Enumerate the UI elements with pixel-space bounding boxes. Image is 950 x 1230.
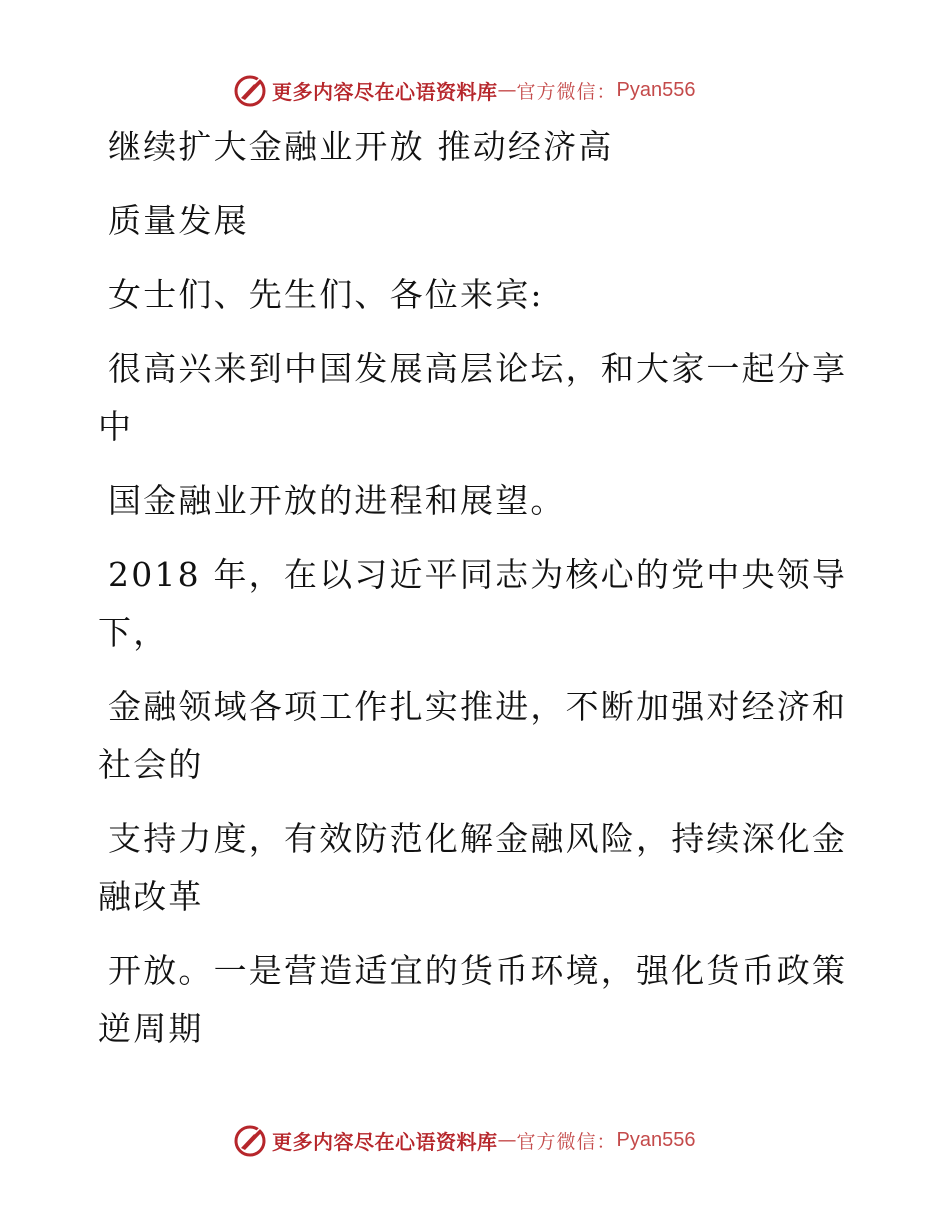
watermark-wechat-label: 官方微信： [516, 80, 617, 103]
paragraph-line: 中 [98, 407, 134, 446]
paragraph-line: 开放。一是营造适宜的货币环境，强化货币政策 [108, 951, 848, 990]
paragraph-line: 很高兴来到中国发展高层论坛，和大家一起分享 [108, 349, 848, 388]
watermark-footer [232, 1120, 695, 1160]
paragraph-line: 2018 年，在以习近平同志为核心的党中央领导 [108, 555, 848, 594]
paragraph-line: 金融领域各项工作扎实推进，不断加强对经济和 [108, 687, 848, 726]
paragraph-line: 下， [98, 613, 169, 652]
watermark-separator: — [497, 79, 517, 101]
watermark-brand: 更多内容尽在心语资料库 [272, 1129, 498, 1154]
title-line-1: 继续扩大金融业开放 推动经济高 [108, 127, 614, 166]
watermark-wechat-id: Pyan556 [616, 1128, 696, 1151]
watermark-separator: — [497, 1129, 517, 1151]
paragraph-line: 社会的 [98, 745, 204, 784]
watermark-wechat-id: Pyan556 [616, 78, 696, 101]
watermark-header [232, 70, 695, 110]
salutation: 女士们、先生们、各位来宾: [108, 275, 544, 314]
watermark-brand: 更多内容尽在心语资料库 [272, 79, 498, 104]
title-line-2: 质量发展 [108, 201, 249, 240]
paragraph-line: 融改革 [98, 877, 204, 916]
paragraph-line: 支持力度，有效防范化解金融风险，持续深化金 [108, 819, 848, 858]
paragraph-line: 逆周期 [98, 1009, 204, 1048]
paragraph-line: 国金融业开放的进程和展望。 [108, 481, 566, 520]
watermark-wechat-label: 官方微信： [516, 1130, 617, 1153]
quill-logo-icon [232, 1122, 268, 1158]
quill-logo-icon [232, 72, 268, 108]
